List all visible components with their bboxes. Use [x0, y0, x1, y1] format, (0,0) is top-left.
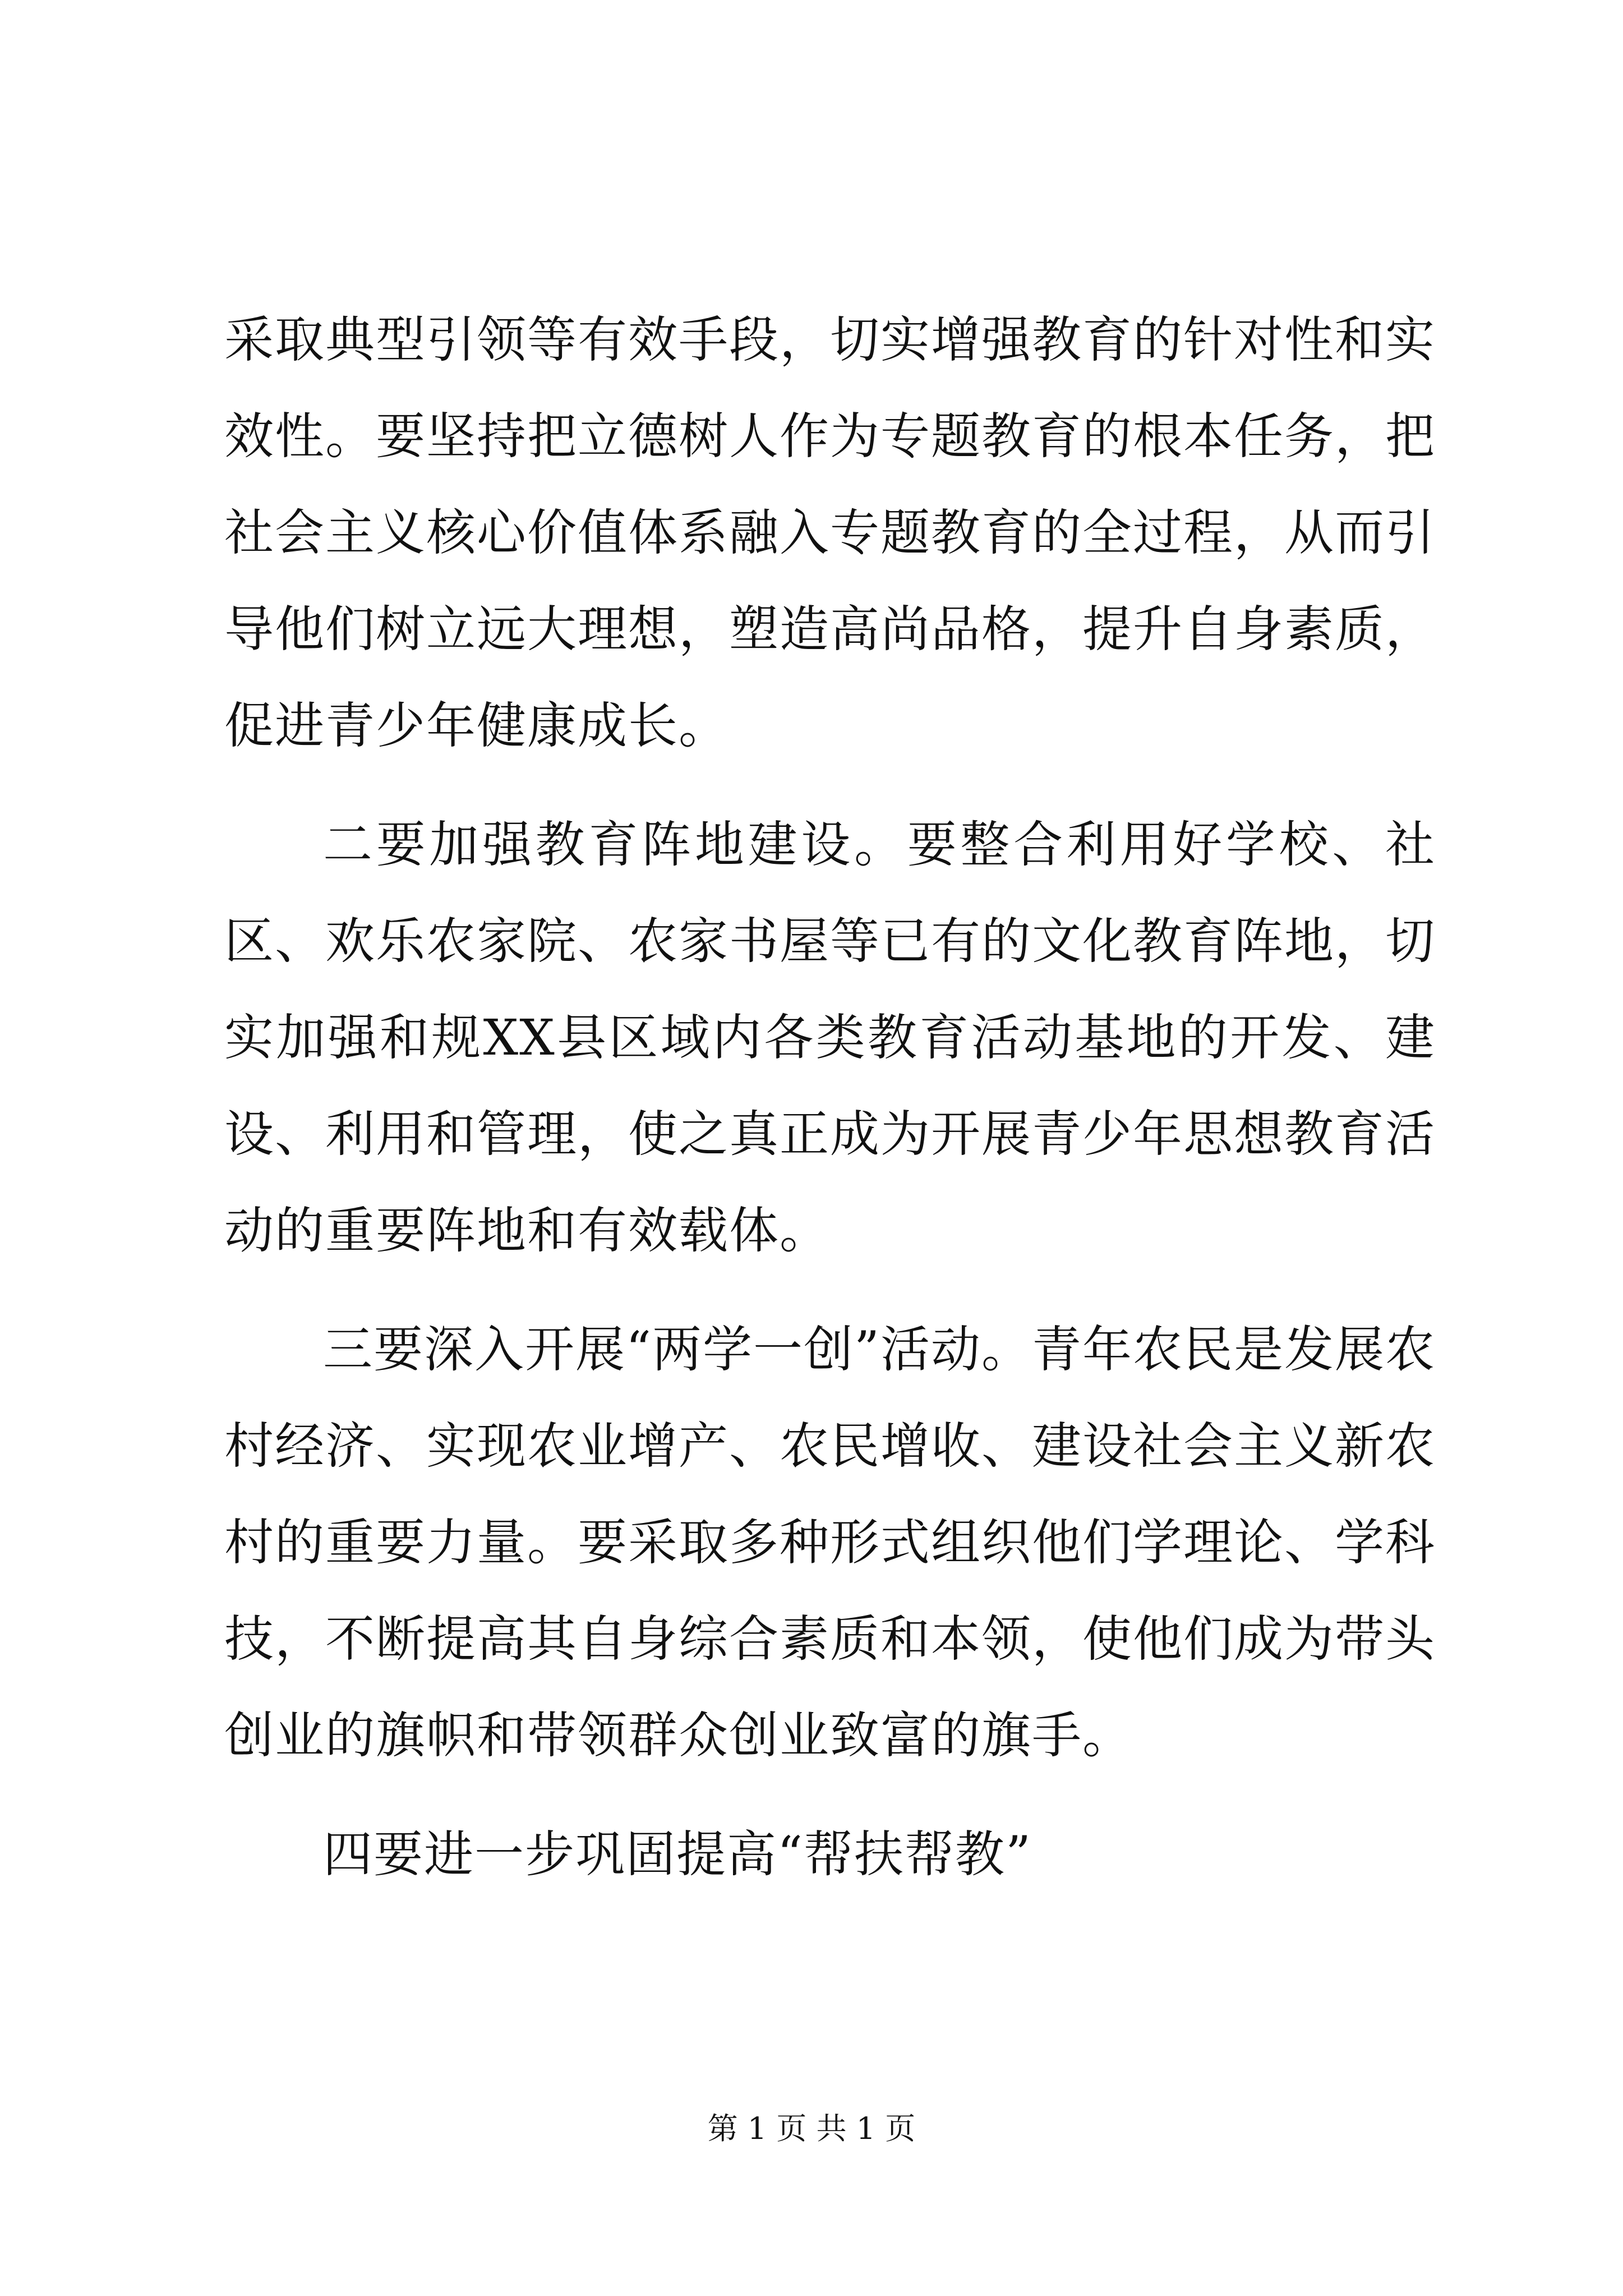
- paragraph-help-and-teach: 四要进一步巩固提高“帮扶帮教”: [323, 1825, 1032, 1883]
- page-footer: [0, 2109, 1623, 2148]
- document-body: [224, 292, 1436, 1925]
- paragraph-education-base: 二要加强教育阵地建设。要整合利用好学校、社区、欢乐农家院、农家书屋等已有的文化教育阵地，切实加强和规XX县区域内各类教育活动基地的开发、建设、利用和管理，使之真正成为开展青少年思想教育活动的重要阵地和有效载体。: [224, 816, 1436, 1259]
- paragraph-continuation: 采取典型引领等有效手段，切实增强教育的针对性和实效性。要坚持把立德树人作为专题教育的根本任务，把社会主义核心价值体系融入专题教育的全过程，从而引导他们树立远大理想，塑造高尚品格，提升自身素质，促进青少年健康成长。: [224, 311, 1436, 754]
- page-number-label: 第 1 页 共 1 页: [707, 2111, 916, 2146]
- paragraph-two-study-one-create: 三要深入开展“两学一创”活动。青年农民是发展农村经济、实现农业增产、农民增收、建设社会主义新农村的重要力量。要采取多种形式组织他们学理论、学科技，不断提高其自身综合素质和本领，使他们成为带头创业的旗帜和带领群众创业致富的旗手。: [224, 1320, 1436, 1764]
